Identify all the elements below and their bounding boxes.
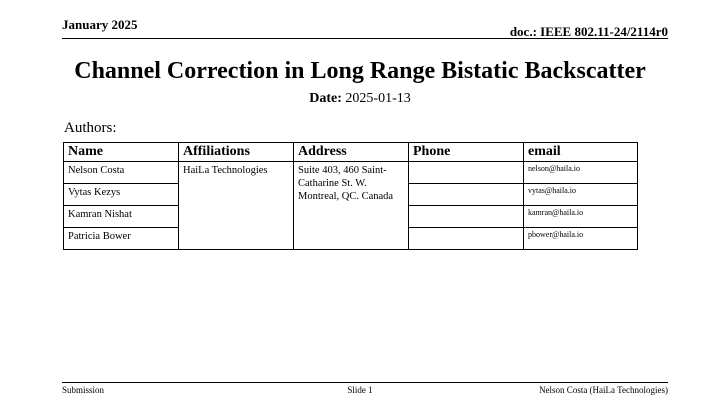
author-phone [409, 184, 524, 206]
author-email: vytas@haila.io [524, 184, 638, 206]
footer-slide-number: Slide 1 [347, 385, 373, 395]
footer-author: Nelson Costa (HaiLa Technologies) [539, 385, 668, 395]
date-label: Date: [309, 91, 342, 106]
date-line [0, 91, 720, 107]
header-date: January 2025 [62, 17, 138, 32]
col-header-affiliations: Affiliations [179, 143, 294, 162]
author-address: Suite 403, 460 Saint-Catharine St. W. Montreal, QC. Canada [294, 162, 409, 250]
authors-table [63, 142, 638, 250]
col-header-phone: Phone [409, 143, 524, 162]
table-row [64, 162, 638, 184]
author-name: Patricia Bower [64, 228, 179, 250]
footer-divider [62, 382, 668, 383]
author-email: nelson@haila.io [524, 162, 638, 184]
footer-submission: Submission [62, 385, 105, 395]
author-name: Vytas Kezys [64, 184, 179, 206]
slide-title: Channel Correction in Long Range Bistatic Backscatter [74, 58, 646, 84]
author-email: kamran@haila.io [524, 206, 638, 228]
col-header-address: Address [294, 143, 409, 162]
authors-label: Authors: [64, 120, 117, 136]
author-name: Kamran Nishat [64, 206, 179, 228]
col-header-name: Name [64, 143, 179, 162]
author-phone [409, 228, 524, 250]
author-phone [409, 162, 524, 184]
col-header-email: email [524, 143, 638, 162]
header-divider [62, 38, 668, 39]
table-header-row [64, 143, 638, 162]
author-phone [409, 206, 524, 228]
header-doc-id: doc.: IEEE 802.11-24/2114r0 [509, 24, 668, 39]
author-name: Nelson Costa [64, 162, 179, 184]
date-value: 2025-01-13 [345, 91, 411, 106]
author-affiliation: HaiLa Technologies [179, 162, 294, 250]
author-email: pbower@haila.io [524, 228, 638, 250]
